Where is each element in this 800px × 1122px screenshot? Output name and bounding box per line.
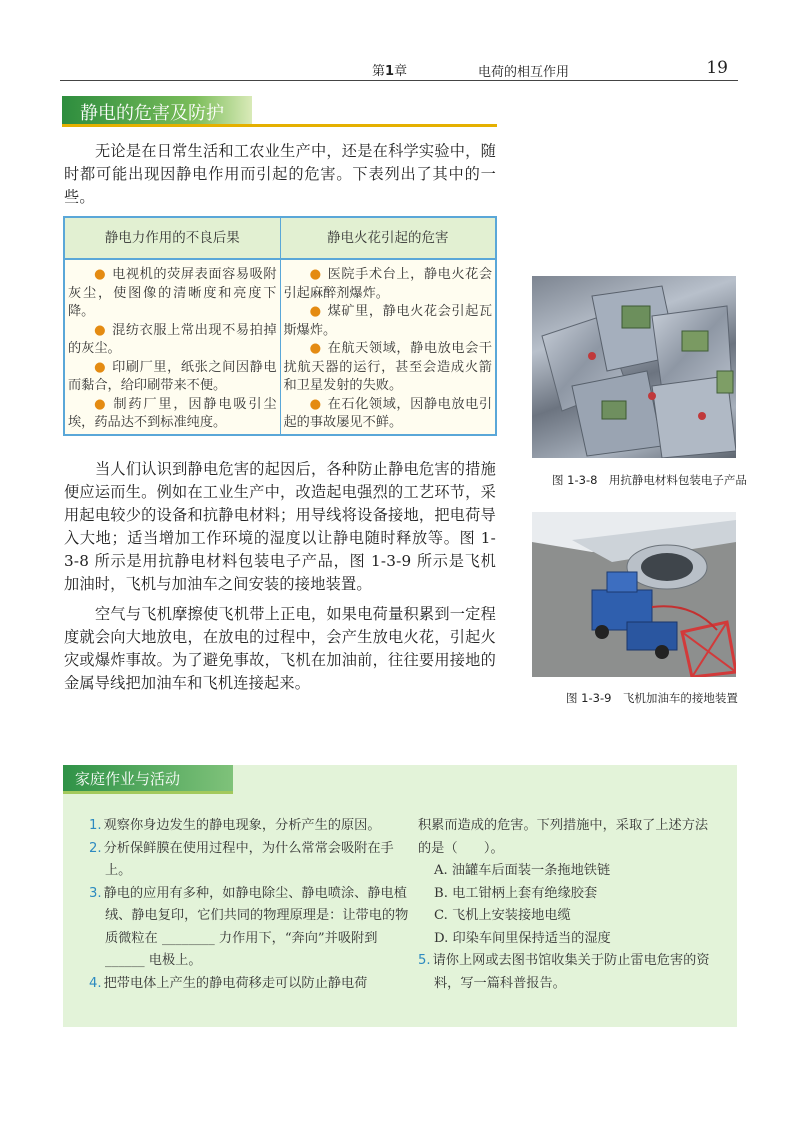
figure-caption: 图 1-3-9 飞机加油车的接地装置 — [566, 691, 738, 705]
question-2: 2. 分析保鲜膜在使用过程中，为什么常常会吸附在手上。 — [89, 840, 394, 878]
antistatic-packaging-photo — [532, 276, 736, 458]
list-item: ● 煤矿里，静电火花会引起瓦斯爆炸。 — [283, 304, 493, 338]
bullet-icon: ● — [309, 267, 322, 282]
section-header — [62, 96, 497, 127]
bullet-icon: ● — [309, 341, 322, 356]
intro-paragraph: 无论是在日常生活和工农业生产中，还是在科学实验中，随时都可能出现因静电作用而引起的危害。下表列出了其中的一些。 — [64, 142, 496, 206]
option-c: C. 飞机上安装接地电缆 — [434, 908, 571, 923]
aircraft-paragraph: 空气与飞机摩擦使飞机带上正电，如果电荷量积累到一定程度就会向大地放电，在放电的过程中，会产生放电火花，引起火灾或爆炸事故。为了避免事故，飞机在加油前，往往要用接地的金属导线把加油车和飞机连接起来。 — [64, 605, 496, 692]
question-5: 5. 请你上网或去图书馆收集关于防止雷电危害的资料，写一篇科普报告。 — [418, 953, 710, 991]
homework-left-column — [89, 815, 419, 996]
chapter-label: 第1章 — [372, 64, 408, 79]
list-item: ● 在航天领域，静电放电会干扰航天器的运行，甚至会造成火箭和卫星发射的失败。 — [283, 341, 493, 393]
section-title: 静电的危害及防护 — [80, 103, 224, 124]
hazard-table — [63, 216, 497, 436]
page-header — [60, 60, 738, 81]
prevention-paragraph: 当人们认识到静电危害的起因后，各种防止静电危害的措施便应运而生。例如在工业生产中，改造起电强烈的工艺环节，采用起电较少的设备和抗静电材料；用导线将设备接地，把电荷导入大地；适当增加工作环境的湿度以让静电随时释放等。图 1-3-8 所示是用抗静电材料包装电子产品，图 1-3-9 所示是飞机加油时，飞机与加油车之间安装的接地装置。 — [64, 460, 496, 593]
option-d: D. 印染车间里保持适当的湿度 — [434, 930, 611, 946]
table-column-left — [65, 260, 281, 436]
table-header-row — [65, 218, 495, 260]
question-4-continued: 积累而造成的危害。下列措施中，采取了上述方法的是（ ）。 — [418, 818, 709, 856]
packaging-illustration — [532, 276, 736, 458]
list-item: ● 制药厂里，因静电吸引尘埃，药品达不到标准纯度。 — [68, 396, 277, 430]
bullet-icon: ● — [309, 396, 322, 412]
bullet-icon: ● — [94, 267, 107, 282]
homework-title-bar — [63, 765, 233, 794]
option-a: A. 油罐车后面装一条拖地铁链 — [434, 863, 611, 878]
option-b: B. 电工钳柄上套有绝缘胶套 — [434, 885, 598, 901]
list-item: ● 医院手术台上，静电火花会引起麻醉剂爆炸。 — [283, 267, 493, 301]
list-item: ● 电视机的荧屏表面容易吸附灰尘，使图像的清晰度和亮度下降。 — [68, 267, 277, 319]
bullet-icon: ● — [94, 359, 107, 375]
table-column-right — [281, 260, 496, 436]
list-item: ● 印刷厂里，纸张之间因静电而黏合，给印刷带来不便。 — [68, 359, 277, 393]
page-number: 19 — [706, 58, 728, 78]
bullet-icon: ● — [94, 396, 108, 412]
homework-right-column — [418, 815, 718, 995]
list-item: ● 混纺衣服上常出现不易拍掉的灰尘。 — [68, 322, 277, 356]
aircraft-refueling-photo — [532, 512, 736, 677]
table-header-cell: 静电火花引起的危害 — [327, 230, 449, 246]
bullet-icon: ● — [94, 322, 107, 338]
question-4: 4. 把带电体上产生的静电荷移走可以防止静电荷 — [89, 975, 368, 991]
homework-box — [63, 765, 737, 1027]
homework-title: 家庭作业与活动 — [75, 770, 181, 788]
figure-caption: 图 1-3-8 用抗静电材料包装电子产品 — [552, 473, 747, 487]
table-header-cell: 静电力作用的不良后果 — [65, 218, 281, 258]
bullet-icon: ● — [309, 304, 322, 319]
list-item: ● 在石化领域，因静电放电引起的事故屡见不鲜。 — [283, 396, 493, 430]
refueling-illustration — [532, 512, 736, 677]
chapter-title: 电荷的相互作用 — [478, 65, 570, 80]
question-3: 3. 静电的应用有多种，如静电除尘、静电喷涂、静电植绒、静电复印，它们共同的物理原理是：让带电的物质微粒在 ________ 力作用下，“奔向”并吸附到 ______ 电极上。 — [89, 885, 409, 968]
table-body — [65, 260, 495, 436]
question-1: 1. 观察你身边发生的静电现象，分析产生的原因。 — [89, 818, 381, 833]
